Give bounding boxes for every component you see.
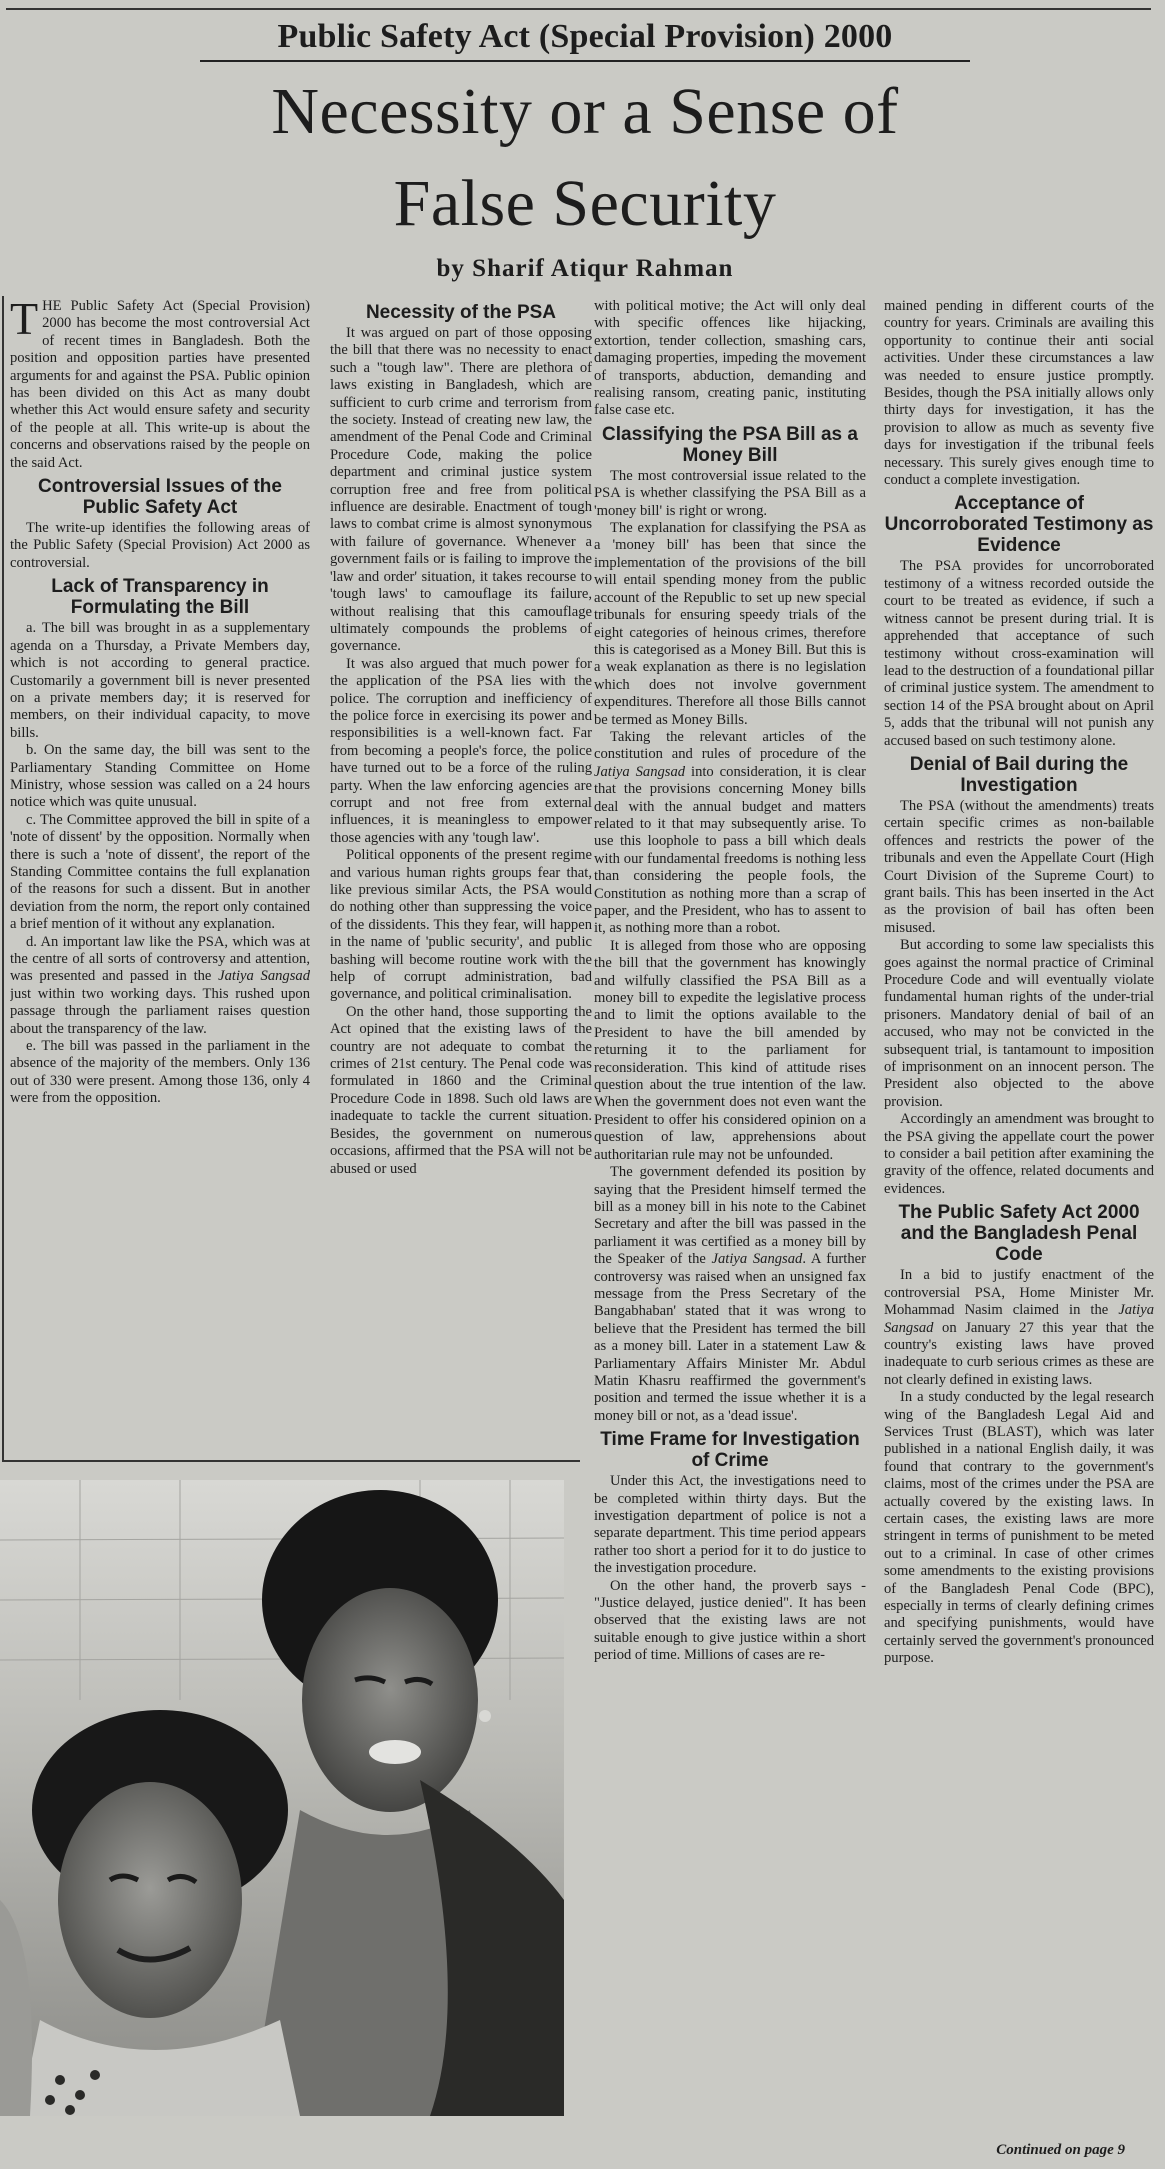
heading-money-bill: Classifying the PSA Bill as a Money Bill [602, 423, 858, 466]
paragraph: On the other hand, those supporting the Act opined that the existing laws of the country are not adequate to combat the crimes of 21st century. The Penal code was formulated in 1860 and the Criminal Procedure Code in 1898. Such old laws are inadequate to tackle the current situation. Besides, the government on numerous occasions, affirmed that the PSA will not be abused or used [330, 1003, 592, 1177]
paragraph: The PSA (without the amendments) treats certain specific crimes as non-bailable offences and restricts the power of the tribunals and even the Appellate Court (High Court Division of the Supreme Court) to grant bails. This has been inserted in the Act as the provision of bail has often been misused. [884, 797, 1154, 936]
paragraph: Accordingly an amendment was brought to the PSA giving the appellate court the power to consider a bail petition after examining the gravity of the offence, related documents and evidences. [884, 1111, 1154, 1197]
heading-penal-code: The Public Safety Act 2000 and the Bangladesh Penal Code [898, 1202, 1140, 1266]
paragraph: c. The Committee approved the bill in spite of a 'note of dissent' by the opposition. Normally when there is such a 'note of dissent', the report of the Standing Committee contains the full explanation of the reasons for such a dissent. But in another deviation from the norm, the report only contained a brief mention of it without any explanation. [10, 811, 310, 933]
paragraph: The explanation for classifying the PSA as a 'money bill' has been that since the implementation of the provisions of the bill will entail spending money from the public account of the Republic to set up new special tribunals for ensuring speedy trials of the eight categories of heinous crimes, therefore this is categorised as a Money Bill. But this is a weak explanation as there is no legislation which does not involve government expenditures. Therefore all those Bills cannot be termed as Money Bills. [594, 520, 866, 728]
text-run: just within two working days. This rushed upon passage through the parliament raises question about the transparency of the law. [10, 985, 310, 1037]
paragraph: In a study conducted by the legal research wing of the Bangladesh Legal Aid and Services Trust (BLAST), which was later published in a national English daily, it was found that contrary to the government's claims, most of the crimes under the PSA are actually covered by the existing laws. In certain cases, the existing laws are more stringent in terms of punishment to be meted out to a criminal. In case of other crimes some amendments to the existing provisions of the Bangladesh Penal Code (BPC), especially in terms of clearly defining crimes and specifying punishments, would have certainly served the government's pronounced purpose. [884, 1389, 1154, 1667]
paragraph: a. The bill was brought in as a supplementary agenda on a Thursday, a Private Members day, which is not according to general practice. Customarily a government bill is never presented on a private members day; it is reserved for members, on their individual capacity, to move bills. [10, 620, 310, 741]
heading-lack-of-transparency: Lack of Transparency in Formulating the Bill [51, 576, 269, 619]
paragraph [594, 1164, 866, 1425]
paragraph [884, 1267, 1154, 1389]
text-run: In a bid to justify enactment of the controversial PSA, Home Minister Mr. Mohammad Nasim claimed in the [884, 1267, 1154, 1319]
paragraph [594, 729, 866, 938]
headline [60, 66, 1110, 250]
intro-text: HE Public Safety Act (Special Provision) 2000 has become the most controversial Act of recent times in Bangladesh. Both the position and opposition parties have presented arguments for and against the PSA. Public opinion has been divided on this Act as many doubt whether this Act would ensure safety and security of the people at all. This write-up is about the concerns and observations raised by the people on the said Act. [10, 298, 310, 471]
paragraph: b. On the same day, the bill was sent to the Parliamentary Standing Committee on Home Ministry, whose session was called on a 24 hours notice which was quite unusual. [10, 742, 310, 811]
paragraph: But according to some law specialists this goes against the normal practice of Criminal Procedure Code and will eventually violate fundamental human rights of the under-trial prisoners. Mandatory denial of bail of an accused, who may not be convicted in the subsequent trial, is tantamount to imposition of imprisonment on an innocent person. The President also objected to the above provision. [884, 937, 1154, 1110]
article-column-2 [330, 298, 592, 1460]
top-rule [6, 8, 1151, 10]
heading-uncorroborated-testimony: Acceptance of Uncorroborated Testimony as Evidence [884, 493, 1154, 557]
text-run: The government defended its position by saying that the President himself termed the bill as a money bill in his note to the Cabinet Secretary and after the bill was passed in the parliament it was certified as a money bill by the Speaker of the [594, 1164, 866, 1268]
heading-denial-of-bail: Denial of Bail during the Investigation [909, 753, 1129, 796]
headline-line-2: False Security [393, 167, 777, 240]
paragraph: On the other hand, the proverb says - "Justice delayed, justice denied". It has been observed that the existing laws are not suitable enough to give justice within a short period of time. Millions of cases are re- [594, 1577, 866, 1664]
paragraph: Under this Act, the investigations need to be completed within thirty days. But the investigation department of police is not a separate department. This time period appears rather too short a period for it to do justice to the investigation procedure. [594, 1473, 866, 1577]
heading-necessity: Necessity of the PSA [365, 302, 557, 323]
headline-line-1: Necessity or a Sense of [271, 75, 899, 148]
article-column-1 [10, 298, 310, 1460]
continued-on-page: Continued on page 9 [996, 2142, 1125, 2158]
paragraph: The most controversial issue related to the PSA is whether classifying the PSA Bill as a 'money bill' is right or wrong. [594, 467, 866, 519]
paragraph: It was argued on part of those opposing the bill that there was no necessity to enact such a "tough law". There are plethora of laws existing in Bangladesh, which are sufficient to curb crime and terrorism from the society. Instead of creating new law, the amendment of the Penal Code and Criminal Procedure Code, making the police department and criminal justice system corruption free and free from political influence are desirable. Enactment of tough laws to combat crime is almost synonymous with failure of governance. Whenever a government fails or is failing to improve the 'law and order' situation, it takes recourse to 'tough laws' to camouflage its failure, without realising that this camouflage ultimately compounds the problems of governance. [330, 325, 592, 655]
text-run: Taking the relevant articles of the constitution and rules of procedure of the [594, 728, 866, 763]
italic-term: Jatiya Sangsad [218, 968, 310, 985]
article-column-4 [884, 298, 1154, 2148]
paragraph: Political opponents of the present regime and various human rights groups fear that, like previous similar Acts, the PSA would do nothing other than suppressing the voice of the dissidents. This they fear, will happen in the name of 'public security', and public bashing will become routine work with the help of corrupt administration, bad governance, and political criminalisation. [330, 847, 592, 1003]
paragraph: mained pending in different courts of the country for years. Criminals are availing this opportunity to continue their anti social activities. Under these circumstances a law was needed to ensure justice promptly. Besides, though the PSA initially allows only thirty days for investigation, it has the provision to allow as much as seventy five days for investigation if the tribunal feels necessary. This surely gives enough time to conduct a complete investigation. [884, 298, 1154, 489]
photo-top-rule [2, 1460, 580, 1462]
byline: by Sharif Atiqur Rahman [436, 255, 734, 282]
italic-term: Jatiya Sangsad [711, 1251, 803, 1268]
column-rule [2, 296, 4, 1460]
text-run: . A further controversy was raised when an unsigned fax message from the Press Secretary of the Bangabhaban' stated that it was wrong to believe that the President has termed the bill as a money bill. Later in a statement Law & Parliamentary Affairs Minister Mr. Abdul Matin Khasru reaffirmed the government's position and termed the issue whether it is a money bill or not, as a 'dead issue'. [594, 1251, 866, 1424]
italic-term: Jatiya Sangsad [884, 1302, 1154, 1336]
drop-cap: T [10, 298, 39, 344]
heading-controversial-issues: Controversial Issues of the Public Safety Act [38, 476, 282, 519]
paragraph [10, 934, 310, 1038]
news-photo [0, 1480, 564, 2116]
kicker-title: Public Safety Act (Special Provision) 2000 [200, 14, 970, 62]
italic-term: Jatiya Sangsad [594, 763, 686, 780]
article-column-3 [594, 298, 866, 2138]
paragraph: It was also argued that much power for the application of the PSA lies with the police. The corruption and inefficiency of the police force in exercising its power and responsibilities is a well-known fact. Far from becoming a people's force, the police have turned out to be a force of the ruling party. When the law enforcing agencies are corrupt and not free from external influences, it is meaningless to empower those agencies with any 'tough law'. [330, 655, 592, 846]
text-run: on January 27 this year that the country's existing laws have proved inadequate to curb serious crimes as these are not clearly defined in existing laws. [884, 1319, 1154, 1388]
photo-two-women [0, 1480, 564, 2116]
paragraph: with political motive; the Act will only deal with specific offences like hijacking, extortion, tender collection, smashing cars, damaging properties, impeding the movement of transports, abduction, demanding and realising ransom, creating panic, instituting false case etc. [594, 298, 866, 419]
paragraph: The write-up identifies the following areas of the Public Safety (Special Provision) Act 2000 as controversial. [10, 520, 310, 571]
intro-paragraph [10, 298, 310, 472]
heading-time-frame: Time Frame for Investigation of Crime [600, 1429, 860, 1472]
paragraph: It is alleged from those who are opposing the bill that the government has knowingly and wilfully classified the PSA Bill as a money bill to expedite the legislative process and to limit the options available to the President to have the bill amended by returning it to the parliament for reconsideration. This kind of attitude rises question about the true intention of the law. When the government does not even want the President to offer his considered opinion on a question of law, apprehensions about authoritarian rule may not be unfounded. [594, 937, 866, 1163]
text-run: d. An important law like the PSA, which was at the centre of all sorts of controversy and attention, was presented and passed in the [10, 933, 310, 985]
paragraph: The PSA provides for uncorroborated testimony of a witness recorded outside the court to be treated as evidence, if such a witness cannot be present during trial. It is apprehended that acceptance of such testimony without cross-examination will lead to the destruction of a foundational pillar of criminal justice system. The amendment to section 14 of the PSA brought about on April 5, adds that the tribunal will not punish any accused based on such testimony alone. [884, 558, 1154, 749]
text-run: into consideration, it is clear that the provisions concerning Money bills deal with the annual budget and matters related to it that may subsequently arise. To use this loophole to pass a bill which deals with our fundamental freedoms is nothing less than considering the people fools, the Constitution as nothing more than a scrap of paper, and the President, who has to assent to it, as nothing more than a robot. [594, 763, 866, 937]
paragraph: e. The bill was passed in the parliament in the absence of the majority of the members. Only 136 out of 330 were present. Among those 136, only 4 were from the opposition. [10, 1038, 310, 1107]
